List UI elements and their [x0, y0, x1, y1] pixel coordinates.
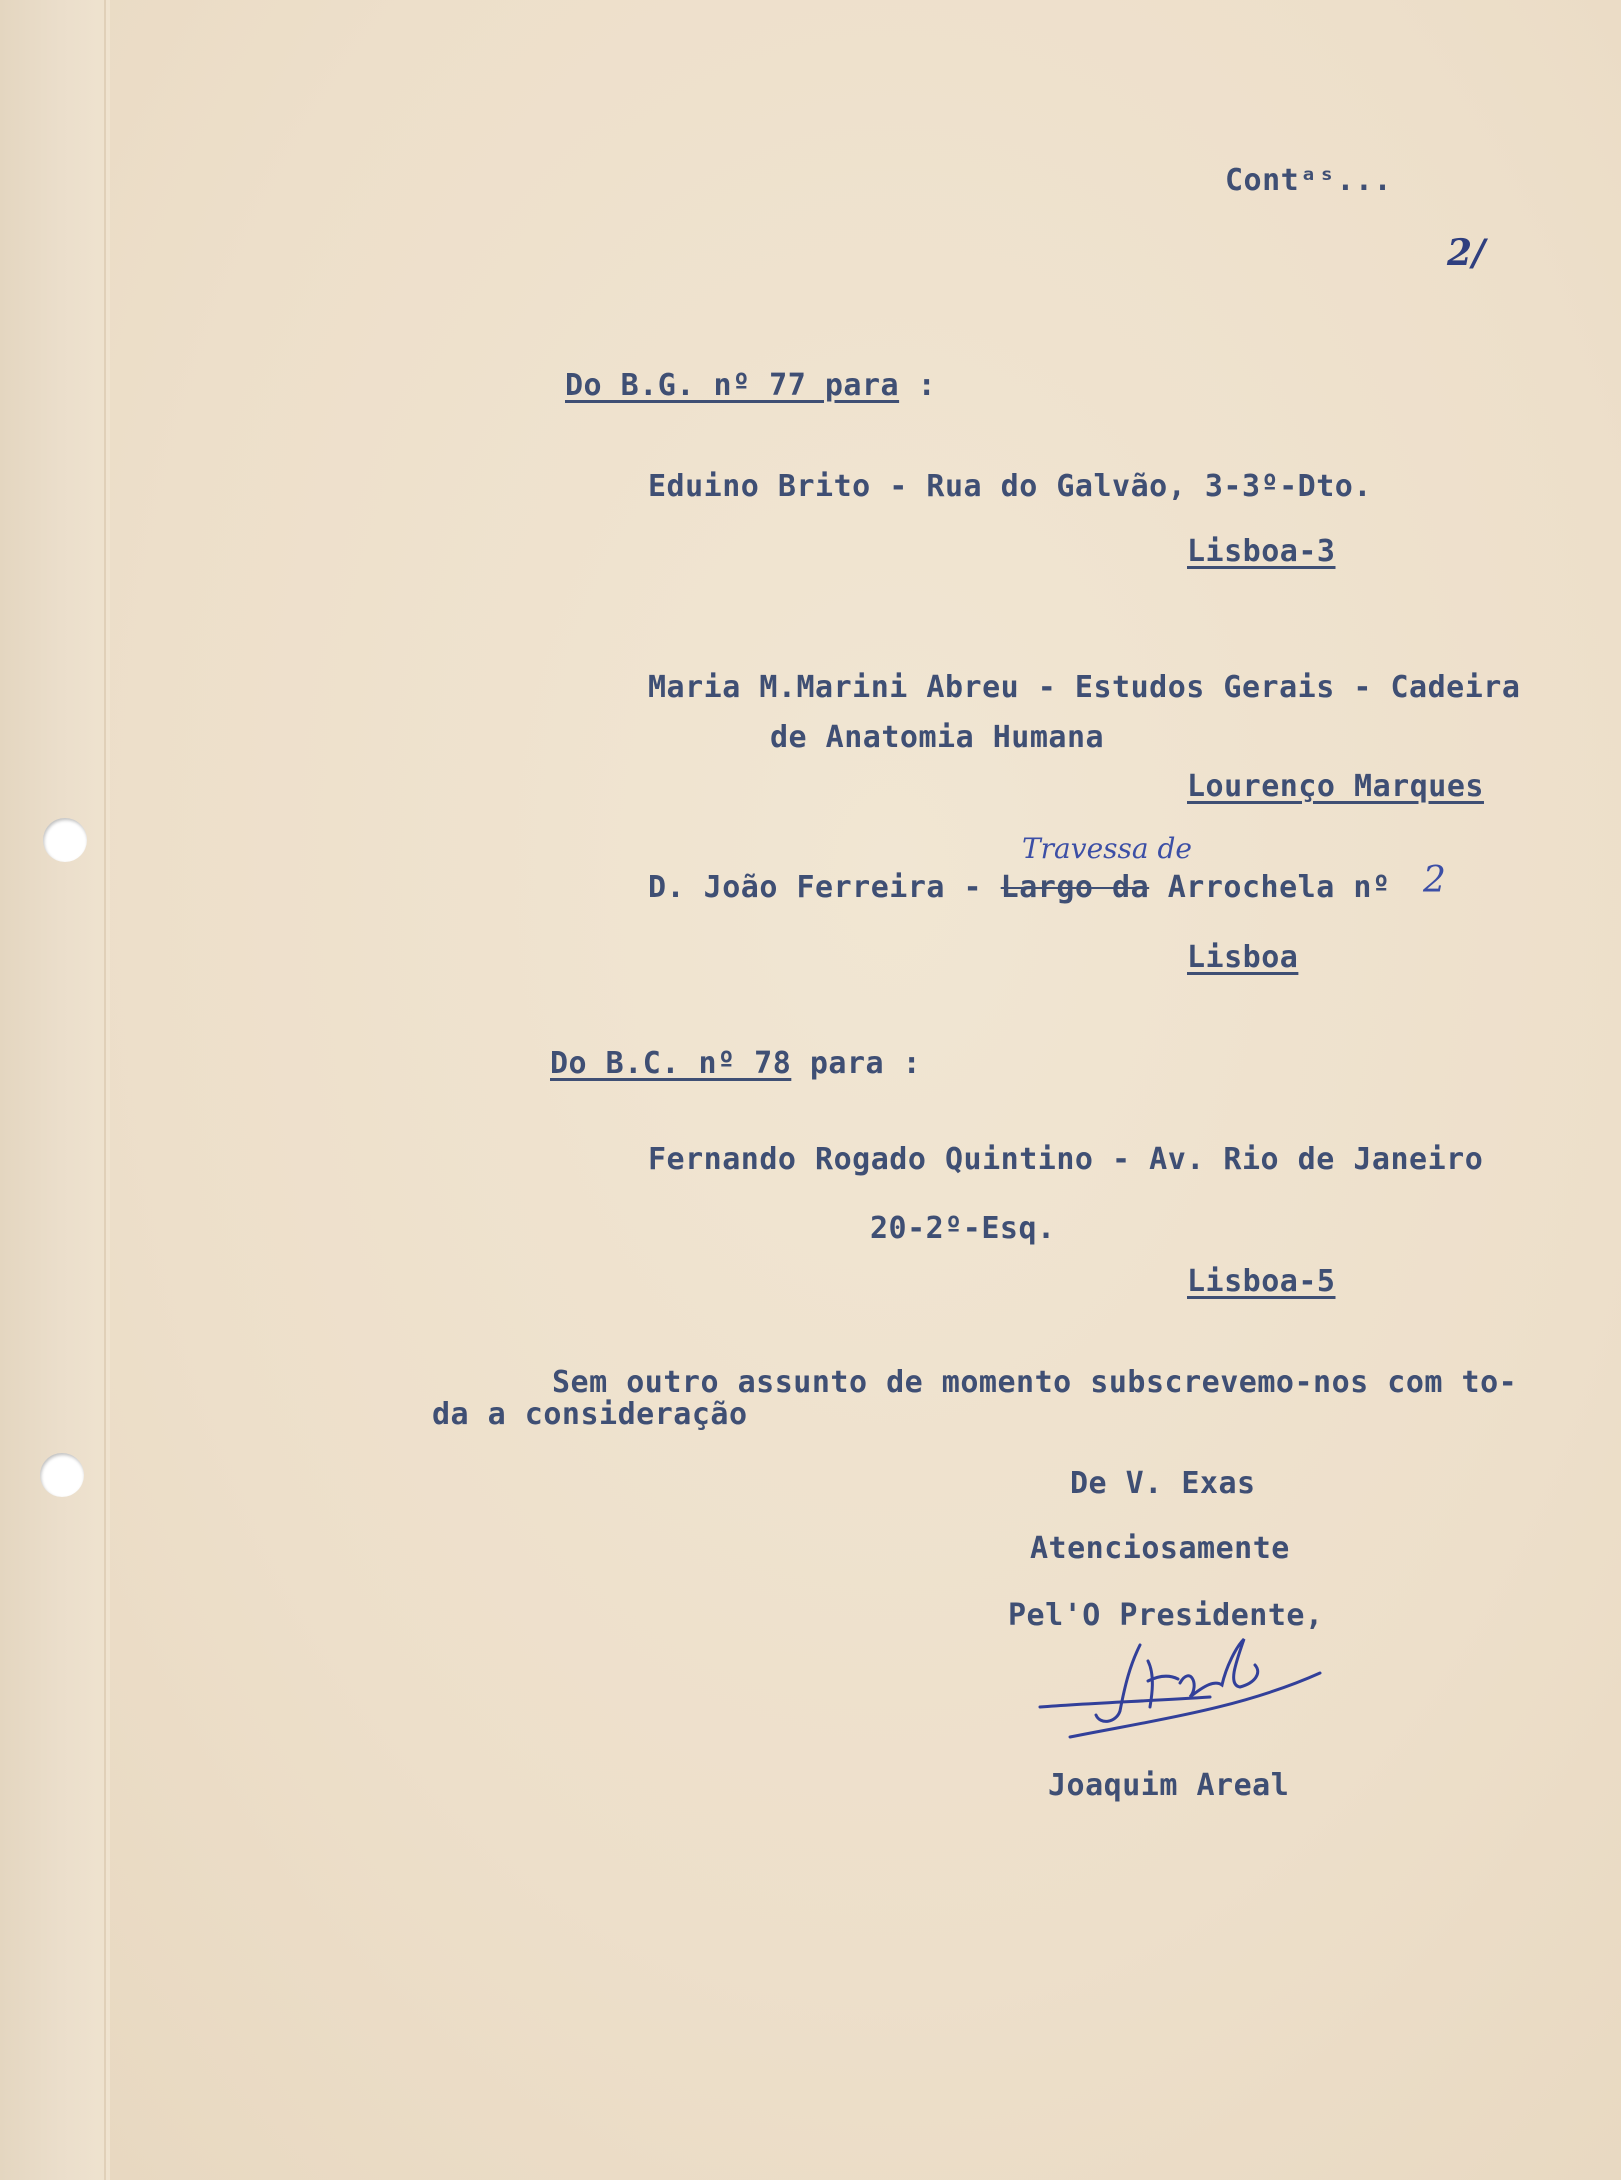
binding-strip	[0, 0, 110, 2180]
handwritten-insertion: Travessa de	[1022, 832, 1192, 865]
entry1-city: Lisboa-3	[1187, 534, 1336, 569]
section2-heading-suffix: para :	[791, 1046, 922, 1081]
entry4-address-line2: 20-2º-Esq.	[870, 1211, 1056, 1246]
punch-hole-top	[43, 818, 87, 862]
entry3-struck-text: Largo da	[1000, 870, 1150, 905]
section1-heading	[565, 368, 936, 403]
section2-heading-text: Do B.C. nº 78	[550, 1046, 792, 1081]
salutation: De V. Exas	[1070, 1466, 1256, 1501]
entry4-address-line1: Fernando Rogado Quintino - Av. Rio de Janeiro	[648, 1142, 1484, 1177]
closing-line2: da a consideração	[432, 1397, 748, 1432]
section1-heading-text: Do B.G. nº 77 para	[565, 368, 900, 403]
section2-heading	[550, 1046, 921, 1081]
regards: Atenciosamente	[1030, 1531, 1290, 1566]
entry2-address-line2: de Anatomia Humana	[770, 720, 1105, 755]
on-behalf-of-president: Pel'O Presidente,	[1008, 1598, 1324, 1633]
handwritten-signature	[1030, 1625, 1350, 1745]
punch-hole-bottom	[40, 1453, 84, 1497]
binding-edge	[104, 0, 106, 2180]
closing-line1: Sem outro assunto de momento subscrevemo-nos com to-	[552, 1365, 1518, 1400]
handwritten-house-number: 2	[1423, 860, 1446, 901]
entry3-address	[648, 870, 1390, 905]
entry2-address-line1: Maria M.Marini Abreu - Estudos Gerais - Cadeira	[648, 670, 1521, 705]
entry3-street: Arrochela nº	[1149, 870, 1391, 905]
entry3-name: D. João Ferreira -	[648, 870, 1001, 905]
signatory-name: Joaquim Areal	[1048, 1768, 1290, 1803]
entry3-city: Lisboa	[1187, 940, 1299, 975]
page-number: 2/	[1447, 232, 1486, 274]
entry1-address: Eduino Brito - Rua do Galvão, 3-3º-Dto.	[648, 469, 1372, 504]
entry4-city: Lisboa-5	[1187, 1264, 1336, 1299]
continuation-label: Contᵃˢ...	[1225, 163, 1393, 198]
entry2-city: Lourenço Marques	[1187, 769, 1484, 804]
section1-heading-colon: :	[917, 368, 937, 403]
